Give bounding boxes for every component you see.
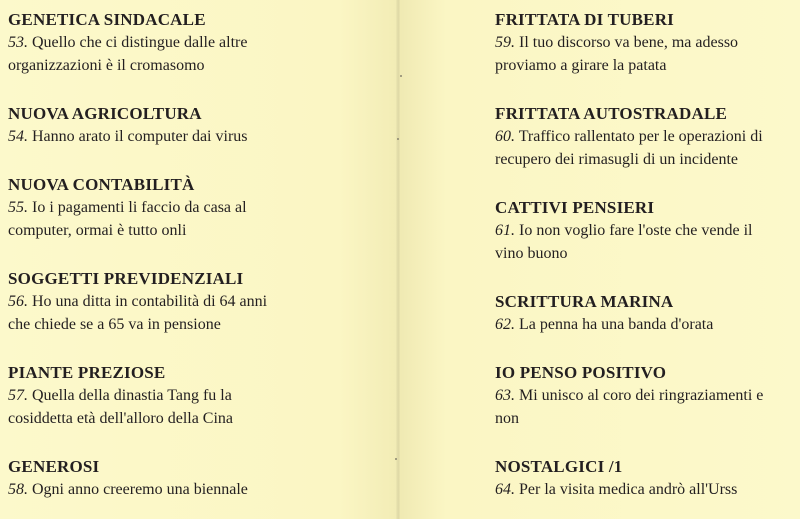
entry-body: Ogni anno creeremo una biennale — [32, 481, 248, 498]
entry-number: 53. — [8, 34, 28, 51]
entry-title: NUOVA CONTABILITÀ — [8, 175, 195, 194]
entry — [495, 290, 795, 336]
entry-body: Per la visita medica andrò all'Urss — [519, 481, 738, 498]
entry-number: 58. — [8, 481, 28, 498]
entry-body: Mi unisco al coro dei ringraziamenti e non — [495, 387, 764, 427]
entry-title: FRITTATA AUTOSTRADALE — [495, 104, 728, 123]
entry-body: Il tuo discorso va bene, ma adesso proviamo a girare la patata — [495, 34, 739, 74]
entry-title: FRITTATA DI TUBERI — [495, 10, 674, 29]
entry — [495, 361, 795, 430]
entry-text — [8, 384, 293, 430]
entry-body: Quella della dinastia Tang fu la cosiddetta età dell'alloro della Cina — [8, 387, 234, 427]
paper-speck — [395, 458, 397, 460]
entry — [8, 267, 390, 336]
paper-speck — [397, 138, 399, 140]
entry-title: CATTIVI PENSIERI — [495, 198, 655, 217]
entry-body: Quello che ci distingue dalle altre organizzazioni è il cromasomo — [8, 34, 248, 74]
entry — [8, 455, 390, 501]
book-gutter — [396, 0, 400, 519]
entry-text — [8, 478, 293, 501]
entry-body: Traffico rallentato per le operazioni di recupero dei rimasugli di un incidente — [495, 128, 763, 168]
entry-body: Io i pagamenti li faccio da casa al computer, ormai è tutto onli — [8, 199, 247, 239]
entry-number: 56. — [8, 293, 28, 310]
right-column — [495, 8, 795, 501]
entry — [8, 102, 390, 148]
entry-number: 59. — [495, 34, 515, 51]
entry-title: IO PENSO POSITIVO — [495, 363, 667, 382]
entry-title: SOGGETTI PREVIDENZIALI — [8, 269, 244, 288]
entry-title: NUOVA AGRICOLTURA — [8, 104, 202, 123]
entry-number: 64. — [495, 481, 515, 498]
entry — [8, 8, 390, 77]
entry-title: PIANTE PREZIOSE — [8, 363, 166, 382]
entry — [8, 173, 390, 242]
entry-number: 54. — [8, 128, 28, 145]
entry — [495, 102, 795, 171]
paper-speck — [400, 75, 402, 77]
entry-text — [8, 125, 293, 148]
left-column — [8, 8, 390, 501]
entry-title: SCRITTURA MARINA — [495, 292, 674, 311]
entry-number: 57. — [8, 387, 28, 404]
entry-title: GENEROSI — [8, 457, 100, 476]
entry-number: 60. — [495, 128, 515, 145]
entry-text — [495, 384, 780, 430]
entry-text — [495, 125, 780, 171]
entry-body: Hanno arato il computer dai virus — [32, 128, 248, 145]
entry — [8, 361, 390, 430]
entry-body: Ho una ditta in contabilità di 64 anni che chiede se a 65 va in pensione — [8, 293, 268, 333]
entry-number: 63. — [495, 387, 515, 404]
entry — [495, 455, 795, 501]
entry-number: 62. — [495, 316, 515, 333]
entry-text — [8, 290, 293, 336]
entry-text — [8, 196, 293, 242]
entry-body: La penna ha una banda d'orata — [519, 316, 714, 333]
entry-body: Io non voglio fare l'oste che vende il vino buono — [495, 222, 753, 262]
entry-text — [495, 478, 780, 501]
entry-title: NOSTALGICI /1 — [495, 457, 623, 476]
entry — [495, 196, 795, 265]
entry-text — [8, 31, 293, 77]
entry-title: GENETICA SINDACALE — [8, 10, 206, 29]
entry — [495, 8, 795, 77]
entry-number: 55. — [8, 199, 28, 216]
entry-text — [495, 31, 780, 77]
entry-number: 61. — [495, 222, 515, 239]
entry-text — [495, 219, 780, 265]
entry-text — [495, 313, 780, 336]
